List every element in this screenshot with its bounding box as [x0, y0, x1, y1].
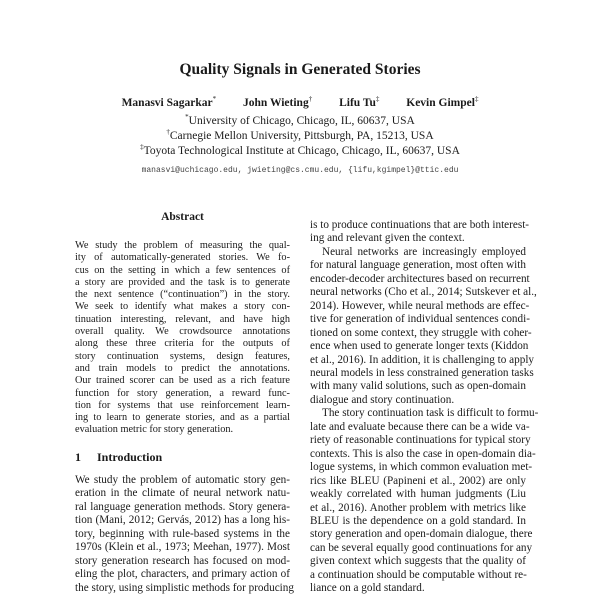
author-name: John Wieting [242, 96, 309, 109]
text-line: neural models in less constrained generation tasks [310, 366, 534, 379]
author [122, 97, 217, 109]
text-line: Our trained scorer can be used as a rich feature [75, 375, 290, 387]
text-line: neural networks (Cho et al., 2014; Sutskever et al., [310, 286, 537, 299]
text-line: late and evaluate because there can be a wide va- [310, 420, 530, 433]
text-line: along these three criteria for the outputs of [75, 338, 290, 350]
author-name: Manasvi Sagarkar [121, 96, 213, 109]
affiliation-text: Toyota Technological Institute at Chicago, Chicago, IL, 60637, USA [143, 144, 460, 157]
text-line: with many valid solutions, such as open-domain [310, 380, 526, 393]
text-line: the next sentence (“continuation”) in the story. [75, 289, 290, 301]
text-line: ing and relevant given the context. [310, 232, 465, 245]
text-line: The story continuation task is difficult to formu- [322, 407, 539, 420]
text-line: et al., 2016). Another problem with metrics like [310, 501, 526, 514]
text-line: rics like BLEU (Papineni et al., 2002) are only [310, 474, 526, 487]
text-line: ence when used to generate longer texts (Kiddon [310, 340, 529, 353]
text-line: story generation and open-domain dialogue, there [310, 528, 533, 541]
text-line: eling the plot, characters, and primary action of [75, 568, 290, 581]
section-heading-introduction [75, 450, 162, 465]
author-name: Lifu Tu [339, 96, 376, 109]
text-line: evaluation metric for story generation. [75, 424, 234, 436]
author-name: Kevin Gimpel [406, 96, 475, 109]
text-line: and train models to predict the annotations. [75, 362, 290, 374]
right-column-body [310, 219, 539, 596]
affiliation-text: University of Chicago, Chicago, IL, 60637, USA [188, 114, 415, 127]
text-line: ity of automatically-generated stories. We fo- [75, 252, 290, 264]
abstract-body [75, 240, 290, 437]
text-line: is to produce continuations that are both interest- [310, 219, 530, 231]
author-mark: * [212, 95, 217, 103]
text-line: tive for generation of individual sentences condi- [310, 313, 530, 326]
affiliation [0, 113, 600, 127]
text-line: We seek to identify what makes a story con- [75, 301, 290, 313]
text-line: Neural networks are increasingly employed [322, 245, 526, 258]
text-line: 2014). However, while neural methods are effec- [310, 299, 530, 312]
introduction-body [75, 474, 294, 595]
text-line: function for story generation, a reward func- [75, 387, 290, 399]
section-number: 1 [75, 450, 81, 464]
author-list [0, 95, 600, 109]
abstract-heading: Abstract [161, 211, 204, 223]
affiliation-mark: * [185, 113, 189, 121]
text-line: cus on the setting in which a few sentences of [75, 264, 290, 276]
text-line: for natural language generation, most often with [310, 259, 526, 272]
text-line: overall quality. We crowdsource annotations [75, 326, 290, 338]
text-line: et al., 2016). In addition, it is challenging to apply [310, 353, 535, 366]
affiliation-mark: † [166, 128, 170, 136]
affiliation [0, 128, 600, 142]
author-mark: ‡ [375, 95, 380, 103]
author-emails: manasvi@uchicago.edu, jwieting@cs.cmu.edu, {lifu,kgimpel}@ttic.edu [141, 166, 459, 175]
text-line: riety of reasonable continuations for typical story [310, 434, 531, 447]
text-line: a continuation should be computable without re- [310, 568, 527, 581]
text-line: story generation research has focused on mod- [75, 554, 290, 567]
text-line: 1970s (Klein et al., 1973; Meehan, 1977). Most [75, 541, 290, 554]
text-line: dialogue and story continuation. [310, 393, 455, 406]
text-line: a story are provided and the task is to generate [75, 276, 290, 288]
affiliation-mark: ‡ [140, 143, 144, 151]
text-line: We study the problem of automatic story gen- [75, 474, 290, 486]
section-title: Introduction [97, 450, 163, 464]
text-line: given context which suggests that the quality of [310, 555, 526, 568]
affiliation [0, 143, 600, 157]
text-line: BLEU is the dependence on a gold standard. In [310, 514, 526, 527]
text-line: ral language generation methods. Story genera- [75, 500, 290, 513]
author-mark: ‡ [474, 95, 479, 103]
text-line: tion (Mani, 2012; Gervás, 2012) has a long his- [75, 514, 290, 527]
text-line: encoder-decoder architectures based on recurrent [310, 272, 530, 285]
author [406, 97, 478, 109]
text-line: contexts. This is also the case in open-domain dia- [310, 447, 536, 460]
text-line: tinuation interesting, relevant, and have high [75, 313, 290, 325]
text-line: story continuation systems, design features, [75, 350, 290, 362]
affiliation-text: Carnegie Mellon University, Pittsburgh, PA, 15213, USA [169, 129, 434, 142]
author-mark: † [308, 95, 313, 103]
text-line: tion for systems that use reinforcement learn- [75, 399, 290, 411]
paper-title: Quality Signals in Generated Stories [179, 61, 421, 78]
text-line: ing to learn to generate stories, and as a partial [75, 412, 290, 424]
author [243, 97, 312, 109]
text-line: weakly correlated with human judgments (Liu [310, 488, 526, 501]
text-line: liance on a gold standard. [310, 582, 425, 595]
text-line: the story, using simplistic methods for producing [75, 581, 294, 594]
text-line: tioned on some context, they struggle with coher- [310, 326, 532, 339]
text-line: tory, beginning with rule-based systems in the [75, 527, 290, 540]
author [339, 97, 379, 109]
text-line: can be several equally good continuations for any [310, 541, 533, 554]
text-line: We study the problem of measuring the qual- [75, 240, 290, 251]
text-line: eration in the climate of neural network natu- [75, 487, 290, 500]
text-line: logue systems, in which common evaluation met- [310, 461, 533, 474]
